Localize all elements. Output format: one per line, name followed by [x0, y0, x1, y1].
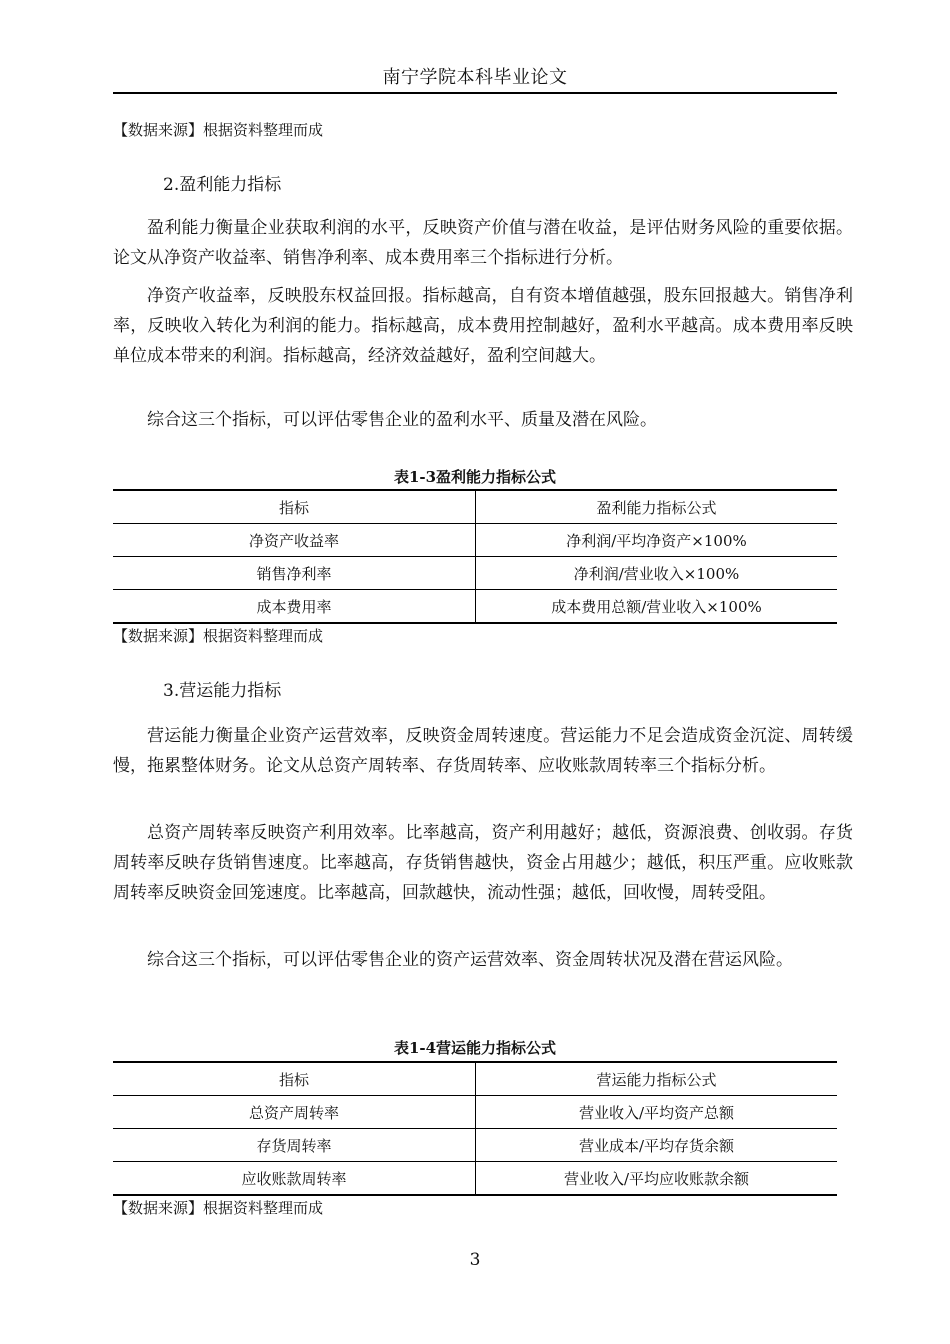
table-row	[113, 1129, 837, 1162]
table-cell: 净利润/营业收入×100%	[476, 557, 838, 590]
paragraph: 总资产周转率反映资产利用效率。比率越高，资产利用越好；越低，资源浪费、创收弱。存货周转率反映存货销售速度。比率越高，存货销售越快，资金占用越少；越低，积压严重。应收账款周转率反映资金回笼速度。比率越高，回款越快，流动性强；越低，回收慢，周转受阻。	[113, 823, 853, 903]
table-cell: 销售净利率	[113, 557, 476, 590]
data-source-note: 【数据来源】根据资料整理而成	[113, 1199, 324, 1217]
table-header-row	[113, 490, 837, 524]
table-row	[113, 524, 837, 557]
table-row	[113, 590, 837, 624]
table-cell: 净利润/平均净资产×100%	[476, 524, 838, 557]
paragraph: 营运能力衡量企业资产运营效率，反映资金周转速度。营运能力不足会造成资金沉淀、周转缓慢，拖累整体财务。论文从总资产周转率、存货周转率、应收账款周转率三个指标分析。	[113, 726, 853, 776]
page-number: 3	[469, 1250, 481, 1270]
table-cell: 营业成本/平均存货余额	[476, 1129, 838, 1162]
table-cell: 成本费用率	[113, 590, 476, 624]
table-cell: 营业收入/平均应收账款余额	[476, 1162, 838, 1196]
table-row	[113, 557, 837, 590]
operating-formula-table	[113, 1061, 837, 1196]
column-header: 指标	[113, 490, 476, 524]
table-cell: 营业收入/平均资产总额	[476, 1096, 838, 1129]
section-heading-operating: 3.营运能力指标	[163, 681, 282, 701]
table-caption: 表1-3盈利能力指标公式	[393, 468, 557, 486]
page-header: 南宁学院本科毕业论文	[113, 64, 837, 94]
data-source-note: 【数据来源】根据资料整理而成	[113, 627, 324, 645]
section-heading-profitability: 2.盈利能力指标	[163, 175, 282, 195]
table-cell: 应收账款周转率	[113, 1162, 476, 1196]
paragraph: 盈利能力衡量企业获取利润的水平，反映资产价值与潜在收益，是评估财务风险的重要依据。论文从净资产收益率、销售净利率、成本费用率三个指标进行分析。	[113, 218, 853, 268]
table-cell: 成本费用总额/营业收入×100%	[476, 590, 838, 624]
paragraph: 净资产收益率，反映股东权益回报。指标越高，自有资本增值越强，股东回报越大。销售净利率，反映收入转化为利润的能力。指标越高，成本费用控制越好，盈利水平越高。成本费用率反映单位成本带来的利润。指标越高，经济效益越好，盈利空间越大。	[113, 286, 853, 366]
table-cell: 净资产收益率	[113, 524, 476, 557]
table-caption: 表1-4营运能力指标公式	[393, 1039, 557, 1057]
paragraph: 综合这三个指标，可以评估零售企业的资产运营效率、资金周转状况及潜在营运风险。	[147, 950, 793, 970]
table-row	[113, 1162, 837, 1196]
table-cell: 总资产周转率	[113, 1096, 476, 1129]
profitability-formula-table	[113, 489, 837, 624]
data-source-note: 【数据来源】根据资料整理而成	[113, 121, 324, 139]
table-cell: 存货周转率	[113, 1129, 476, 1162]
table-row	[113, 1096, 837, 1129]
column-header: 指标	[113, 1062, 476, 1096]
paragraph: 综合这三个指标，可以评估零售企业的盈利水平、质量及潜在风险。	[147, 410, 657, 430]
table-header-row	[113, 1062, 837, 1096]
column-header: 营运能力指标公式	[476, 1062, 838, 1096]
column-header: 盈利能力指标公式	[476, 490, 838, 524]
